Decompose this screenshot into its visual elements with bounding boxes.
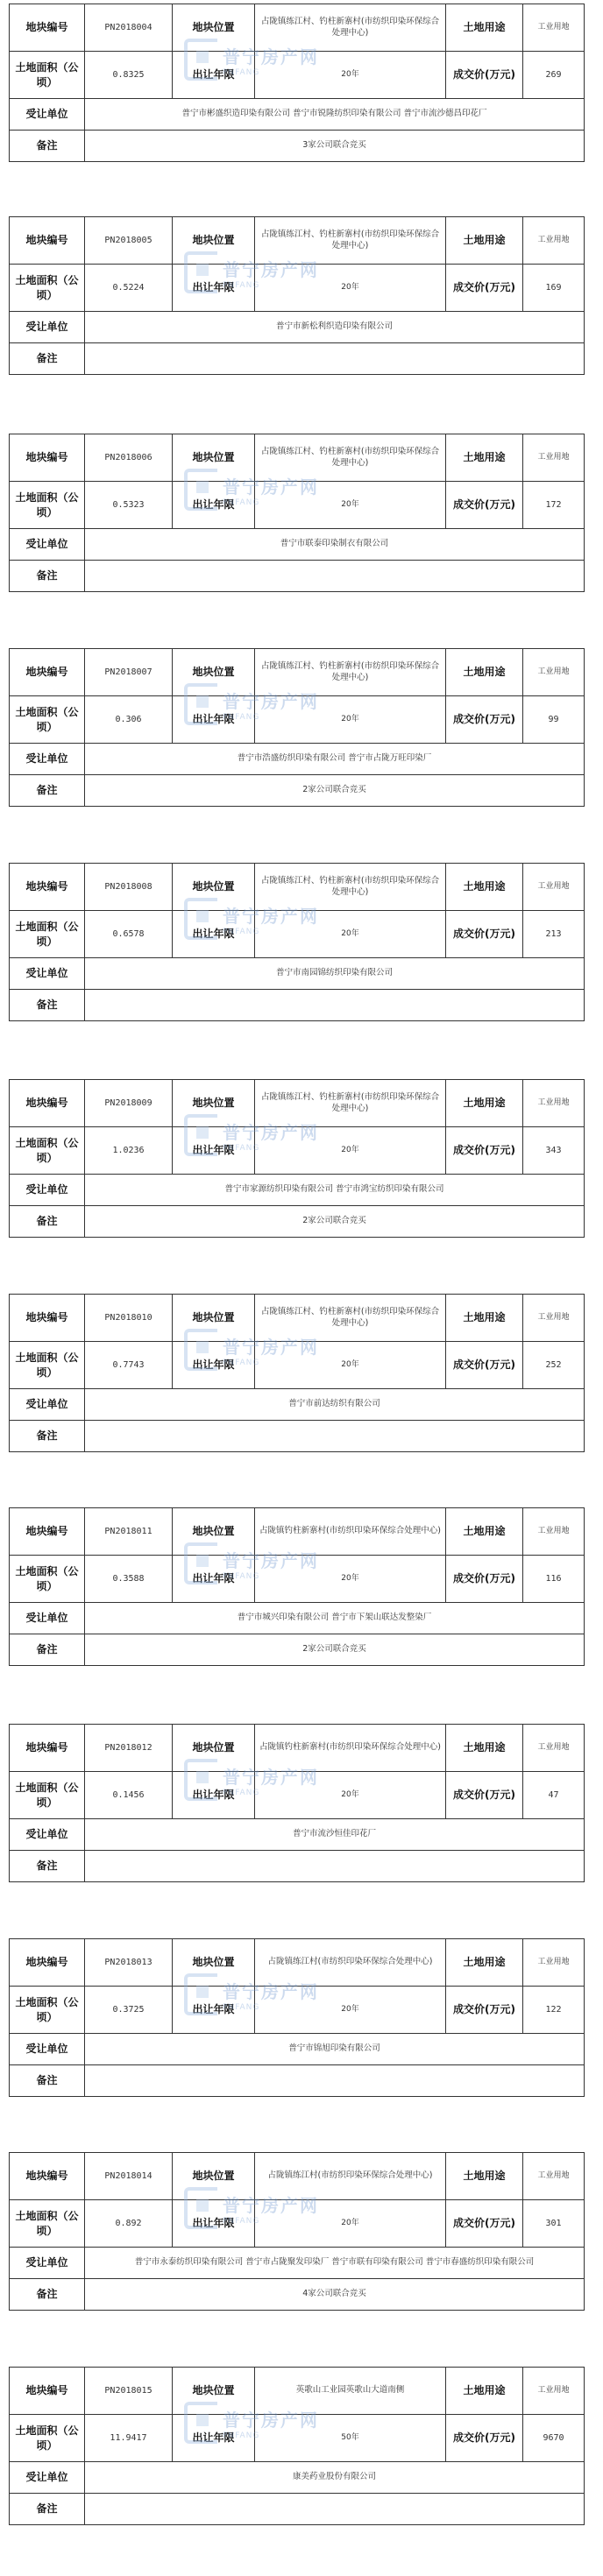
- remark-label: 备注: [10, 1851, 85, 1882]
- usage-value: 工业用地: [523, 434, 585, 482]
- row-plot-info: [10, 1508, 585, 1556]
- area-label: 土地面积（公顷）: [10, 1772, 85, 1819]
- row-plot-info: [10, 2153, 585, 2200]
- remark-value: 2家公司联合竞买: [85, 775, 585, 807]
- area-label: 土地面积（公顷）: [10, 1556, 85, 1603]
- area-label: 土地面积（公顷）: [10, 265, 85, 312]
- row-buyer: [10, 2462, 585, 2494]
- buyer-label: 受让单位: [10, 1175, 85, 1206]
- remark-label: 备注: [10, 775, 85, 807]
- price-label: 成交价(万元): [446, 911, 523, 958]
- remark-value: [85, 343, 585, 375]
- row-area: [10, 265, 585, 312]
- plot-no-value: PN2018014: [85, 2153, 173, 2200]
- plot-no-value: PN2018008: [85, 864, 173, 911]
- buyer-label: 受让单位: [10, 99, 85, 131]
- remark-label: 备注: [10, 343, 85, 375]
- watermark-subtext: PNFANG: [223, 498, 260, 507]
- row-buyer: [10, 1175, 585, 1206]
- plot-block: [9, 216, 584, 375]
- plot-no-label: 地块编号: [10, 1939, 85, 1987]
- price-value: 99: [523, 696, 585, 744]
- location-label: 地块位置: [173, 864, 255, 911]
- term-value: 50年: [255, 2415, 446, 2462]
- term-value: 20年: [255, 1772, 446, 1819]
- remark-label: 备注: [10, 2065, 85, 2097]
- price-value: 301: [523, 2200, 585, 2248]
- row-plot-info: [10, 217, 585, 265]
- area-value: 0.5323: [85, 482, 173, 529]
- plot-no-value: PN2018005: [85, 217, 173, 265]
- plot-no-value: PN2018011: [85, 1508, 173, 1556]
- watermark-subtext: PNFANG: [223, 280, 260, 290]
- term-label: 出让年限: [173, 1127, 255, 1175]
- watermark-text: 普宁房产网: [223, 1121, 319, 1143]
- row-plot-info: [10, 1939, 585, 1987]
- buyer-label: 受让单位: [10, 744, 85, 775]
- usage-value: 工业用地: [523, 1939, 585, 1987]
- plot-no-label: 地块编号: [10, 434, 85, 482]
- location-label: 地块位置: [173, 217, 255, 265]
- watermark-subtext: PNFANG: [223, 2216, 260, 2226]
- row-area: [10, 1556, 585, 1603]
- area-label: 土地面积（公顷）: [10, 482, 85, 529]
- price-label: 成交价(万元): [446, 482, 523, 529]
- usage-label: 土地用途: [446, 2368, 523, 2415]
- price-value: 47: [523, 1772, 585, 1819]
- buyer-label: 受让单位: [10, 1603, 85, 1634]
- plot-table: [9, 2152, 585, 2311]
- plot-table: [9, 1507, 585, 1666]
- buyer-value: 普宁市锦旭印染有限公司: [85, 2034, 585, 2065]
- plot-table: [9, 648, 585, 807]
- price-label: 成交价(万元): [446, 1772, 523, 1819]
- remark-value: 4家公司联合竞买: [85, 2279, 585, 2311]
- term-value: 20年: [255, 1342, 446, 1389]
- area-label: 土地面积（公顷）: [10, 696, 85, 744]
- area-value: 0.306: [85, 696, 173, 744]
- plot-block: [9, 648, 584, 807]
- price-label: 成交价(万元): [446, 52, 523, 99]
- watermark-subtext: PNFANG: [223, 1571, 260, 1581]
- plot-block: [9, 1724, 584, 1882]
- price-label: 成交价(万元): [446, 1127, 523, 1175]
- location-value: 占陇镇练江村、钓柱新寨村(市纺织印染环保综合处理中心): [255, 864, 446, 911]
- watermark-subtext: PNFANG: [223, 2002, 260, 2012]
- term-label: 出让年限: [173, 52, 255, 99]
- plot-table: [9, 1079, 585, 1238]
- plot-no-label: 地块编号: [10, 649, 85, 696]
- remark-value: 2家公司联合竞买: [85, 1634, 585, 1666]
- row-area: [10, 2415, 585, 2462]
- row-area: [10, 1987, 585, 2034]
- plot-no-value: PN2018007: [85, 649, 173, 696]
- row-buyer: [10, 529, 585, 561]
- buyer-label: 受让单位: [10, 312, 85, 343]
- watermark-text: 普宁房产网: [223, 46, 319, 67]
- row-remark: [10, 1851, 585, 1882]
- price-label: 成交价(万元): [446, 1342, 523, 1389]
- area-value: 0.8325: [85, 52, 173, 99]
- term-value: 20年: [255, 1987, 446, 2034]
- buyer-value: 普宁市流沙恒佳印花厂: [85, 1819, 585, 1851]
- plot-table: [9, 1724, 585, 1882]
- buyer-label: 受让单位: [10, 2462, 85, 2494]
- plot-no-value: PN2018006: [85, 434, 173, 482]
- plot-no-value: PN2018013: [85, 1939, 173, 1987]
- location-value: 占陇镇钓柱新寨村(市纺织印染环保综合处理中心): [255, 1725, 446, 1772]
- term-label: 出让年限: [173, 2415, 255, 2462]
- row-remark: [10, 2065, 585, 2097]
- row-buyer: [10, 2034, 585, 2065]
- price-label: 成交价(万元): [446, 2200, 523, 2248]
- location-label: 地块位置: [173, 1080, 255, 1127]
- buyer-label: 受让单位: [10, 2248, 85, 2279]
- row-remark: [10, 2279, 585, 2311]
- remark-label: 备注: [10, 561, 85, 592]
- usage-value: 工业用地: [523, 1725, 585, 1772]
- term-value: 20年: [255, 911, 446, 958]
- term-label: 出让年限: [173, 696, 255, 744]
- remark-value: [85, 1851, 585, 1882]
- area-label: 土地面积（公顷）: [10, 911, 85, 958]
- price-value: 122: [523, 1987, 585, 2034]
- remark-value: [85, 1421, 585, 1452]
- watermark-text: 普宁房产网: [223, 1766, 319, 1788]
- row-remark: [10, 131, 585, 162]
- plot-no-label: 地块编号: [10, 217, 85, 265]
- term-value: 20年: [255, 1556, 446, 1603]
- plot-no-value: PN2018015: [85, 2368, 173, 2415]
- plot-table: [9, 863, 585, 1021]
- buyer-value: 康美药业股份有限公司: [85, 2462, 585, 2494]
- plot-block: [9, 1079, 584, 1238]
- area-value: 0.3588: [85, 1556, 173, 1603]
- price-label: 成交价(万元): [446, 2415, 523, 2462]
- area-value: 1.0236: [85, 1127, 173, 1175]
- watermark-subtext: PNFANG: [223, 67, 260, 77]
- location-label: 地块位置: [173, 4, 255, 52]
- row-buyer: [10, 958, 585, 990]
- plot-block: [9, 2152, 584, 2311]
- price-value: 252: [523, 1342, 585, 1389]
- location-label: 地块位置: [173, 2153, 255, 2200]
- price-value: 172: [523, 482, 585, 529]
- row-area: [10, 52, 585, 99]
- term-value: 20年: [255, 52, 446, 99]
- location-label: 地块位置: [173, 1508, 255, 1556]
- location-label: 地块位置: [173, 434, 255, 482]
- usage-value: 工业用地: [523, 1080, 585, 1127]
- plot-no-label: 地块编号: [10, 2153, 85, 2200]
- usage-label: 土地用途: [446, 1295, 523, 1342]
- row-buyer: [10, 312, 585, 343]
- row-buyer: [10, 1389, 585, 1421]
- location-label: 地块位置: [173, 2368, 255, 2415]
- remark-value: [85, 990, 585, 1021]
- buyer-value: 普宁市家源纺织印染有限公司 普宁市鸿宝纺织印染有限公司: [85, 1175, 585, 1206]
- area-label: 土地面积（公顷）: [10, 52, 85, 99]
- remark-label: 备注: [10, 2494, 85, 2525]
- location-label: 地块位置: [173, 1725, 255, 1772]
- area-value: 0.1456: [85, 1772, 173, 1819]
- location-value: 英歌山工业园英歌山大道南侧: [255, 2368, 446, 2415]
- price-label: 成交价(万元): [446, 1987, 523, 2034]
- plot-table: [9, 1938, 585, 2097]
- remark-label: 备注: [10, 131, 85, 162]
- area-label: 土地面积（公顷）: [10, 2415, 85, 2462]
- plot-table: [9, 4, 585, 162]
- price-label: 成交价(万元): [446, 265, 523, 312]
- buyer-label: 受让单位: [10, 958, 85, 990]
- plot-block: [9, 1294, 584, 1452]
- term-label: 出让年限: [173, 265, 255, 312]
- price-value: 343: [523, 1127, 585, 1175]
- price-label: 成交价(万元): [446, 1556, 523, 1603]
- plot-table: [9, 434, 585, 592]
- remark-value: [85, 2065, 585, 2097]
- location-value: 占陇镇练江村(市纺织印染环保综合处理中心): [255, 2153, 446, 2200]
- term-value: 20年: [255, 2200, 446, 2248]
- plot-block: [9, 1507, 584, 1666]
- area-value: 11.9417: [85, 2415, 173, 2462]
- usage-value: 工业用地: [523, 2153, 585, 2200]
- area-label: 土地面积（公顷）: [10, 1342, 85, 1389]
- usage-value: 工业用地: [523, 1295, 585, 1342]
- row-buyer: [10, 744, 585, 775]
- term-value: 20年: [255, 1127, 446, 1175]
- remark-label: 备注: [10, 1206, 85, 1238]
- remark-value: [85, 2494, 585, 2525]
- remark-value: 3家公司联合竞买: [85, 131, 585, 162]
- row-plot-info: [10, 649, 585, 696]
- term-value: 20年: [255, 482, 446, 529]
- area-value: 0.5224: [85, 265, 173, 312]
- location-value: 占陇镇钓柱新寨村(市纺织印染环保综合处理中心): [255, 1508, 446, 1556]
- area-value: 0.6578: [85, 911, 173, 958]
- plot-no-value: PN2018009: [85, 1080, 173, 1127]
- watermark-subtext: PNFANG: [223, 1358, 260, 1367]
- row-remark: [10, 343, 585, 375]
- plot-no-label: 地块编号: [10, 1508, 85, 1556]
- buyer-value: 普宁市联泰印染制衣有限公司: [85, 529, 585, 561]
- remark-value: [85, 561, 585, 592]
- term-label: 出让年限: [173, 911, 255, 958]
- usage-value: 工业用地: [523, 217, 585, 265]
- buyer-value: 普宁市城兴印染有限公司 普宁市下架山联达发整染厂: [85, 1603, 585, 1634]
- row-remark: [10, 775, 585, 807]
- plot-no-value: PN2018012: [85, 1725, 173, 1772]
- location-label: 地块位置: [173, 1939, 255, 1987]
- usage-label: 土地用途: [446, 649, 523, 696]
- usage-label: 土地用途: [446, 1508, 523, 1556]
- watermark-subtext: PNFANG: [223, 1788, 260, 1797]
- watermark-subtext: PNFANG: [223, 2431, 260, 2440]
- usage-label: 土地用途: [446, 434, 523, 482]
- row-remark: [10, 1634, 585, 1666]
- price-value: 116: [523, 1556, 585, 1603]
- watermark-text: 普宁房产网: [223, 1980, 319, 2002]
- area-value: 0.7743: [85, 1342, 173, 1389]
- row-remark: [10, 561, 585, 592]
- location-label: 地块位置: [173, 649, 255, 696]
- plot-no-label: 地块编号: [10, 1295, 85, 1342]
- remark-value: 2家公司联合竞买: [85, 1206, 585, 1238]
- buyer-label: 受让单位: [10, 1819, 85, 1851]
- location-value: 占陇镇练江村、钓柱新寨村(市纺织印染环保综合处理中心): [255, 434, 446, 482]
- row-plot-info: [10, 864, 585, 911]
- buyer-value: 普宁市彬盛织造印染有限公司 普宁市锐隆纺织印染有限公司 普宁市流沙德昌印花厂: [85, 99, 585, 131]
- area-label: 土地面积（公顷）: [10, 1127, 85, 1175]
- watermark-text: 普宁房产网: [223, 1549, 319, 1571]
- term-value: 20年: [255, 696, 446, 744]
- row-plot-info: [10, 2368, 585, 2415]
- row-plot-info: [10, 1295, 585, 1342]
- plot-table: [9, 216, 585, 375]
- plot-no-label: 地块编号: [10, 1080, 85, 1127]
- area-label: 土地面积（公顷）: [10, 1987, 85, 2034]
- location-value: 占陇镇练江村、钓柱新寨村(市纺织印染环保综合处理中心): [255, 649, 446, 696]
- remark-label: 备注: [10, 1634, 85, 1666]
- term-label: 出让年限: [173, 1987, 255, 2034]
- buyer-value: 普宁市前达纺织有限公司: [85, 1389, 585, 1421]
- term-value: 20年: [255, 265, 446, 312]
- row-area: [10, 1127, 585, 1175]
- plot-block: [9, 863, 584, 1021]
- usage-label: 土地用途: [446, 1080, 523, 1127]
- location-label: 地块位置: [173, 1295, 255, 1342]
- plot-no-label: 地块编号: [10, 864, 85, 911]
- row-area: [10, 911, 585, 958]
- watermark-text: 普宁房产网: [223, 905, 319, 927]
- row-buyer: [10, 1603, 585, 1634]
- remark-label: 备注: [10, 1421, 85, 1452]
- row-plot-info: [10, 4, 585, 52]
- usage-label: 土地用途: [446, 217, 523, 265]
- usage-label: 土地用途: [446, 4, 523, 52]
- location-value: 占陇镇练江村、钓柱新寨村(市纺织印染环保综合处理中心): [255, 1295, 446, 1342]
- watermark-text: 普宁房产网: [223, 690, 319, 712]
- watermark-subtext: PNFANG: [223, 1143, 260, 1153]
- row-area: [10, 696, 585, 744]
- usage-value: 工业用地: [523, 1508, 585, 1556]
- buyer-label: 受让单位: [10, 529, 85, 561]
- remark-label: 备注: [10, 2279, 85, 2311]
- row-area: [10, 482, 585, 529]
- watermark-subtext: PNFANG: [223, 927, 260, 936]
- plot-table: [9, 2367, 585, 2525]
- row-remark: [10, 1421, 585, 1452]
- plot-no-label: 地块编号: [10, 2368, 85, 2415]
- row-remark: [10, 2494, 585, 2525]
- buyer-value: 普宁市永泰纺织印染有限公司 普宁市占陇聚发印染厂 普宁市联有印染有限公司 普宁市春盛纺织印染有限公司: [85, 2248, 585, 2279]
- price-value: 213: [523, 911, 585, 958]
- row-buyer: [10, 2248, 585, 2279]
- buyer-value: 普宁市南园锦纺织印染有限公司: [85, 958, 585, 990]
- buyer-value: 普宁市新松利织造印染有限公司: [85, 312, 585, 343]
- plot-block: [9, 2367, 584, 2525]
- price-value: 269: [523, 52, 585, 99]
- watermark-text: 普宁房产网: [223, 1336, 319, 1358]
- usage-label: 土地用途: [446, 1939, 523, 1987]
- usage-value: 工业用地: [523, 4, 585, 52]
- term-label: 出让年限: [173, 2200, 255, 2248]
- usage-value: 工业用地: [523, 649, 585, 696]
- watermark-text: 普宁房产网: [223, 2409, 319, 2431]
- buyer-label: 受让单位: [10, 1389, 85, 1421]
- plot-no-value: PN2018004: [85, 4, 173, 52]
- watermark-text: 普宁房产网: [223, 476, 319, 498]
- location-value: 占陇镇练江村、钓柱新寨村(市纺织印染环保综合处理中心): [255, 217, 446, 265]
- watermark-text: 普宁房产网: [223, 2194, 319, 2216]
- area-value: 0.3725: [85, 1987, 173, 2034]
- row-area: [10, 1342, 585, 1389]
- area-label: 土地面积（公顷）: [10, 2200, 85, 2248]
- usage-value: 工业用地: [523, 864, 585, 911]
- usage-label: 土地用途: [446, 864, 523, 911]
- watermark-text: 普宁房产网: [223, 258, 319, 280]
- remark-label: 备注: [10, 990, 85, 1021]
- area-value: 0.892: [85, 2200, 173, 2248]
- row-area: [10, 1772, 585, 1819]
- plot-no-label: 地块编号: [10, 4, 85, 52]
- row-buyer: [10, 1819, 585, 1851]
- buyer-value: 普宁市浩盛纺织印染有限公司 普宁市占陇万旺印染厂: [85, 744, 585, 775]
- row-remark: [10, 1206, 585, 1238]
- price-label: 成交价(万元): [446, 696, 523, 744]
- usage-value: 工业用地: [523, 2368, 585, 2415]
- watermark-subtext: PNFANG: [223, 712, 260, 722]
- term-label: 出让年限: [173, 1772, 255, 1819]
- plot-table: [9, 1294, 585, 1452]
- row-area: [10, 2200, 585, 2248]
- buyer-label: 受让单位: [10, 2034, 85, 2065]
- usage-label: 土地用途: [446, 2153, 523, 2200]
- term-label: 出让年限: [173, 1342, 255, 1389]
- row-buyer: [10, 99, 585, 131]
- plot-block: [9, 1938, 584, 2097]
- location-value: 占陇镇练江村(市纺织印染环保综合处理中心): [255, 1939, 446, 1987]
- location-value: 占陇镇练江村、钓柱新寨村(市纺织印染环保综合处理中心): [255, 4, 446, 52]
- term-label: 出让年限: [173, 482, 255, 529]
- plot-no-value: PN2018010: [85, 1295, 173, 1342]
- row-plot-info: [10, 434, 585, 482]
- plot-block: [9, 434, 584, 592]
- term-label: 出让年限: [173, 1556, 255, 1603]
- usage-label: 土地用途: [446, 1725, 523, 1772]
- location-value: 占陇镇练江村、钓柱新寨村(市纺织印染环保综合处理中心): [255, 1080, 446, 1127]
- plot-block: [9, 4, 584, 162]
- plot-no-label: 地块编号: [10, 1725, 85, 1772]
- row-plot-info: [10, 1725, 585, 1772]
- row-plot-info: [10, 1080, 585, 1127]
- price-value: 9670: [523, 2415, 585, 2462]
- price-value: 169: [523, 265, 585, 312]
- row-remark: [10, 990, 585, 1021]
